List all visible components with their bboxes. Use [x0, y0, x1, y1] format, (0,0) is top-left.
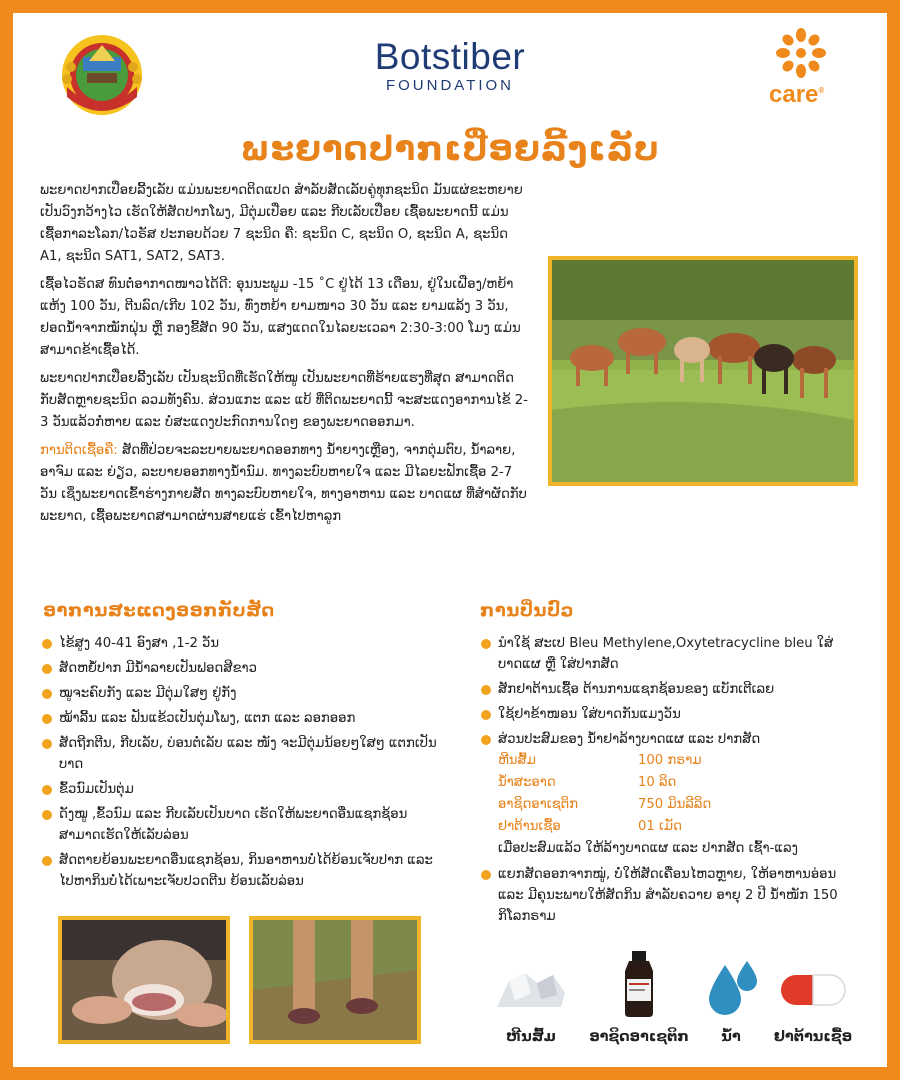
foundation-name: Botstiber [374, 36, 526, 77]
alum-crystal-icon [491, 963, 571, 1013]
list-item: ໝູຈະຄົບກັງ ແລະ ມີຕຸ່ມໃສໆ ຢູ່ກັງ [39, 683, 451, 704]
care-text: care [769, 81, 819, 108]
supply-label-antibiotic: ຢາຕ້ານເຊື້ອ [773, 1029, 853, 1045]
list-item: ໝ້າລີ້ນ ແລະ ຟັນແຂ້ວເປັນຕຸ່ມໂພງ, ແຕກ ແລະ ລອກອອກ [39, 708, 451, 729]
symptoms-heading: ອາການສະແດງອອກກັບສັດ [43, 600, 275, 621]
intro-paragraph-3: ພະຍາດປາກເປື່ອຍລີ້ງເລັບ ເປັນຊະນິດທີ່ເຮັດໃຫ້ໝູ ເປັນພະຍາດທີ່ຮ້າຍແຮງທີ່ສຸດ ສາມາດຕິດກັບສັດຫຼາຍຊະນິດ ລວມທັງຄົນ. ສ່ວນແກະ ແລະ ແບ້ ທີ່ຕິດພະຍາດນີ້ ຈະສະແດງອາການໄຂ້ 2-3 ວັນແລ້ວກໍ່ຫາຍ ແລະ ບໍ່ສະແດງປະກົດການໃດໆ ຂອງພະຍາດອອກມາ. [40, 371, 528, 430]
list-item: ດັງໝູ ,ຂົ້ວນົມ ແລະ ກີບເລັບເປັນບາດ ເຮັດໃຫ້ພະຍາດອື່ນແຊກຊ້ອນ ສາມາດເຮັດໃຫ້ເລັບລ່ອນ [39, 804, 451, 846]
botstiber-logo [313, 37, 587, 95]
intro-paragraph-2: ເຊື້ອໄວຣັດສ ທົນຕໍ່ອາກາດໜາວໄດ້ດີ: ອຸນນະພູມ -15 ˚C ຢູ່ໄດ້ 13 ເດືອນ, ຢູ່ໃນເຝືອງ/ຫຍ້າແຫ້ງ 100 ວັນ, ຕີນລົດ/ເກີບ 102 ວັນ, ທົ່ງຫຍ້າ ຍາມໜາວ 30 ວັນ ແລະ ຍາມແລ້ງ 3 ວັນ, ຢອດນ້ຳຈາກໝັກຝຸ່ນ ຫຼື ກອງຂີ້ສັດ 90 ວັນ, ແສງແດດໃນໄລຍະເວລາ 2:30-3:00 ໂມງ ແມ່ນສາມາດຂ້າເຊື້ອໄດ້. [40, 277, 521, 358]
supply-label-alum: ຫີນສົ້ມ [506, 1029, 556, 1045]
supply-label-acid: ອາຊິດອາເຊຕິກ [589, 1029, 689, 1045]
poster [13, 13, 887, 1067]
page-title: ພະຍາດປາກເປື່ອຍລີ້ງເລັບ [240, 129, 660, 169]
list-item: ນຳໃຊ້ ສະເປ Bleu Methylene,Oxytetracycline bleu ໃສ່ບາດແຜ ຫຼື ໃສ່ປາກສັດ [478, 633, 858, 675]
transmission-paragraph [40, 440, 528, 528]
mixture-amount: 750 ມິນລີລິດ [638, 797, 712, 812]
mixture-name: ນ້ຳສະອາດ [498, 775, 556, 790]
treatment-heading: ການປິ່ນປົວ [480, 600, 574, 621]
mixture-amount: 100 ກຣາມ [638, 753, 702, 768]
mixture-table [498, 750, 858, 838]
care-hands-icon [769, 27, 833, 79]
cattle-photo [548, 256, 858, 486]
list-item: ສັດຕາຍຍ້ອນພະຍາດອື່ນແຊກຊ້ອນ, ກິນອາຫານບໍ່ໄດ້ຍ້ອນເຈັບປາກ ແລະ ໄປຫາກິນບໍ່ໄດ້ເພາະເຈັບປວດຕີນ ຍ້ອນເລັບລ່ອນ [39, 850, 451, 892]
capsule-icon [779, 973, 847, 1007]
list-item: ໃຊ້ຢາຂ້າໜອນ ໃສ່ບາດກັນແມງວັນ [478, 704, 858, 725]
transmission-label: ການຕິດເຊື້ອຄື: [40, 443, 118, 458]
hoof-lesion-photo [249, 916, 421, 1044]
symptoms-list [39, 633, 451, 896]
water-drops-icon [703, 957, 759, 1015]
list-item: ສັດຖີກຕີນ, ກີບເລັບ, ບ່ອນຕໍ່ເລັບ ແລະ ໜັງ ຈະມີຕຸ່ມນ້ອຍໆໃສໆ ແຕກເປັນບາດ [39, 733, 451, 775]
list-item: ສັດຫຍໍ້ປາກ ມີນ້ຳລາຍເປັນຟອດສີຂາວ [39, 658, 451, 679]
supply-label-water: ນ້ຳ [721, 1029, 741, 1045]
lao-emblem-logo [53, 27, 151, 119]
treatment-section [478, 633, 858, 931]
mixture-name: ຫີນສົ້ມ [498, 753, 537, 768]
acid-bottle-icon [617, 951, 661, 1017]
list-item: ສັກຢາຕ້ານເຊື້ອ ຕ້ານການແຊກຊ້ອນຂອງ ແບັກເຕີເລຍ [478, 679, 858, 700]
mouth-lesion-photo [58, 916, 230, 1044]
after-mix-text: ເມື່ອປະສົມແລ້ວ ໃຫ້ລ້າງບາດແຜ ແລະ ປາກສັດ ເຊົ້າ-ແລງ [498, 841, 798, 856]
treatment-list-extra [478, 864, 858, 927]
mixture-name: ຢາຕ້ານເຊື້ອ [498, 819, 561, 834]
foundation-sub: FOUNDATION [385, 77, 515, 94]
list-item: ຂົ້ວນົມເປັນຕຸ່ມ [39, 779, 451, 800]
treatment-list [478, 633, 858, 750]
list-item: ສ່ວນປະສົມຂອງ ນ້ຳຢາລ້າງບາດແຜ ແລະ ປາກສັດ [478, 729, 858, 750]
mixture-name: ອາຊິດອາເຊຕິກ [498, 797, 579, 812]
mixture-amount: 01 ເມັດ [638, 819, 682, 834]
transmission-text: ສັດທີ່ປ່ວຍຈະລະບາຍພະຍາດອອກທາງ ນ້ຳຍາງເຫຼືອງ, ຈາກຕຸ່ມຕົບ, ນ້ຳລາຍ, ອາຈົມ ແລະ ຍ່ຽວ, ລະບາຍອອກທາງນ້ຳນົມ. ທາງລະບົບຫາຍໃຈ ແລະ ມີໄລຍະຟັກເຊື້ອ 2-7 ວັນ ເຊິ່ງພະຍາດເຂົ້າຮ່າງກາຍສັດ ທາງລະບົບຫາຍໃຈ, ທາງອາຫານ ແລະ ບາດແຜ ທີ່ສຳຜັດກັບພະຍາດ, ເຊື້ອພະຍາດສາມາດຜ່ານສາຍແຮ່ ເຂົ້າໄປຫາລູກ [40, 443, 527, 524]
mixture-amount: 10 ລິດ [638, 775, 677, 790]
list-item: ແຍກສັດອອກຈາກໝູ່, ບໍ່ໃຫ້ສັດເຄື່ອນໄຫວຫຼາຍ, ໃຫ້ອາຫານອ່ອນ ແລະ ມີຄຸນະພາບໃຫ້ສັດກິນ ສຳລັບຄວາຍ ອາຍຸ 2 ປີ ນ້ຳໜັກ 150 ກິໂລກຣາມ [478, 864, 858, 927]
intro-text [40, 180, 528, 528]
care-logo [765, 27, 837, 107]
list-item: ໄຂ້ສູງ 40-41 ອົງສາ ,1-2 ວັນ [39, 633, 451, 654]
intro-paragraph-1: ພະຍາດປາກເປື່ອຍລີ້ງເລັບ ແມ່ນພະຍາດຕິດແປດ ສຳລັບສັດເລັບຄູ່ທຸກຊະນິດ ມັນແຜ່ຂະຫຍາຍເປັນວົງກວ້າງໄວ ເຮັດໃຫ້ສັດປາກໂພງ, ມີຕຸ່ມເປື່ອຍ ແລະ ກີບເລັບເປື່ອຍ ເຊື້ອພະຍາດນີ້ ແມ່ນເຊື້ອກາລະໂລກ/ໄວຣັສ ປະກອບດ້ວຍ 7 ຊະນິດ ຄື: ຊະນິດ C, ຊະນິດ O, ຊະນິດ A, ຊະນິດ A1, ຊະນິດ SAT1, SAT2, SAT3. [40, 183, 523, 264]
care-registered: ® [818, 86, 825, 95]
